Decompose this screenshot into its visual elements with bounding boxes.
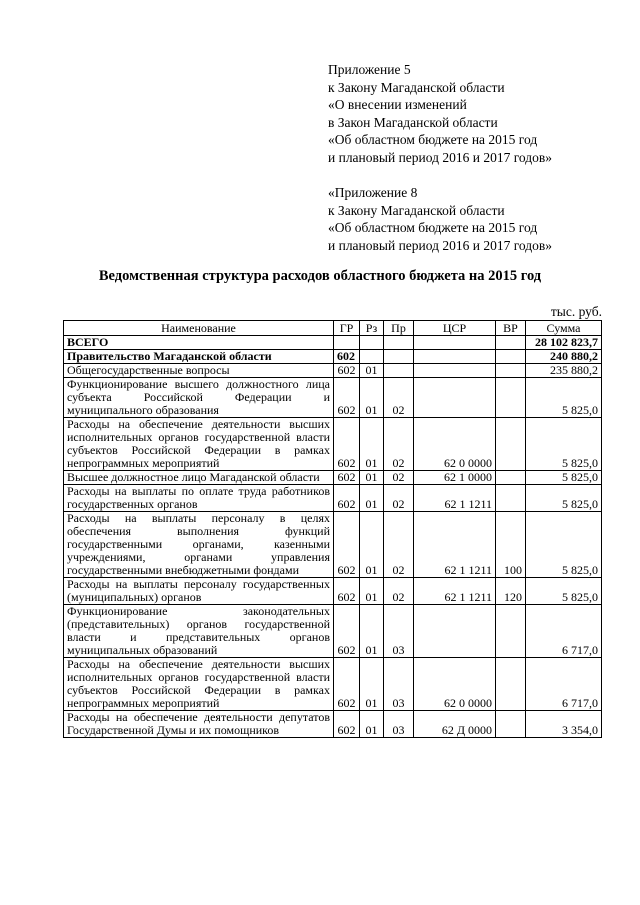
row-csr (414, 378, 496, 418)
budget-table (63, 320, 602, 738)
col-header-vr: ВР (496, 321, 526, 336)
row-gr: 602 (334, 605, 360, 658)
row-csr: 62 1 1211 (414, 485, 496, 512)
row-gr: 602 (334, 485, 360, 512)
table-row-total (64, 336, 602, 350)
row-name: Расходы на выплаты по оплате труда работников государственных органов (64, 485, 334, 512)
row-name: Расходы на обеспечение деятельности высших исполнительных органов государственной власти субъектов Российской Федерации в рамках непрограммных мероприятий (64, 658, 334, 711)
row-name: Расходы на обеспечение деятельности депутатов Государственной Думы и их помощников (64, 711, 334, 738)
row-vr (496, 471, 526, 485)
row-pr: 02 (384, 485, 414, 512)
row-name: Расходы на выплаты персоналу в целях обеспечения выполнения функций государственными органами, казенными учреждениями, органами управления государственными внебюджетными фондами (64, 512, 334, 578)
appendix-5-line: в Закон Магаданской области (328, 114, 498, 130)
row-pr: 03 (384, 658, 414, 711)
row-rz: 01 (360, 485, 384, 512)
table-row (64, 471, 602, 485)
row-gr: 602 (334, 471, 360, 485)
row-gr: 602 (334, 350, 360, 364)
row-sum: 5 825,0 (526, 512, 602, 578)
row-rz: 01 (360, 418, 384, 471)
row-rz: 01 (360, 658, 384, 711)
row-rz: 01 (360, 378, 384, 418)
col-header-sum: Сумма (526, 321, 602, 336)
table-row (64, 485, 602, 512)
row-pr (384, 350, 414, 364)
row-pr (384, 364, 414, 378)
row-vr: 120 (496, 578, 526, 605)
row-rz: 01 (360, 711, 384, 738)
appendix-8-line: к Закону Магаданской области (328, 202, 505, 218)
row-csr: 62 Д 0000 (414, 711, 496, 738)
appendix-5-line: «Об областном бюджете на 2015 год (328, 132, 538, 147)
row-csr: 62 1 1211 (414, 578, 496, 605)
row-sum: 28 102 823,7 (526, 336, 602, 350)
row-csr: 62 0 0000 (414, 658, 496, 711)
appendix-5-line: и плановый период 2016 и 2017 годов» (328, 149, 553, 165)
row-name: Функционирование высшего должностного лица субъекта Российской Федерации и муниципального образования (64, 378, 334, 418)
row-name: Высшее должностное лицо Магаданской области (64, 471, 334, 485)
row-name: Расходы на обеспечение деятельности высших исполнительных органов государственной власти субъектов Российской Федерации в рамках непрограммных мероприятий (64, 418, 334, 471)
row-name: Правительство Магаданской области (64, 350, 334, 364)
table-row (64, 418, 602, 471)
table-row (64, 378, 602, 418)
table-row (64, 350, 602, 364)
row-rz: 01 (360, 512, 384, 578)
row-sum: 5 825,0 (526, 578, 602, 605)
row-vr (496, 336, 526, 350)
row-vr (496, 605, 526, 658)
col-header-rz: Рз (360, 321, 384, 336)
row-rz: 01 (360, 605, 384, 658)
row-rz: 01 (360, 364, 384, 378)
row-sum: 5 825,0 (526, 485, 602, 512)
appendix-8-line: и плановый период 2016 и 2017 годов» (328, 237, 553, 253)
row-gr: 602 (334, 364, 360, 378)
appendix-8-line: «Приложение 8 (328, 185, 418, 200)
row-sum: 5 825,0 (526, 471, 602, 485)
row-vr: 100 (496, 512, 526, 578)
row-gr: 602 (334, 711, 360, 738)
row-vr (496, 485, 526, 512)
table-row (64, 512, 602, 578)
row-gr: 602 (334, 512, 360, 578)
row-csr (414, 350, 496, 364)
row-name: Общегосударственные вопросы (64, 364, 334, 378)
table-row (64, 658, 602, 711)
row-pr: 03 (384, 605, 414, 658)
row-pr: 02 (384, 471, 414, 485)
row-sum: 235 880,2 (526, 364, 602, 378)
row-name: ВСЕГО (64, 336, 334, 350)
row-rz (360, 350, 384, 364)
table-row (64, 578, 602, 605)
appendix-5-line: «О внесении изменений (328, 97, 467, 112)
row-sum: 5 825,0 (526, 378, 602, 418)
col-header-pr: Пр (384, 321, 414, 336)
row-pr: 02 (384, 578, 414, 605)
table-header-row (64, 321, 602, 336)
table-row (64, 711, 602, 738)
row-vr (496, 711, 526, 738)
row-name: Расходы на выплаты персоналу государственных (муниципальных) органов (64, 578, 334, 605)
appendix-5-header (328, 61, 552, 166)
row-vr (496, 364, 526, 378)
row-rz (360, 336, 384, 350)
row-gr (334, 336, 360, 350)
col-header-csr: ЦСР (414, 321, 496, 336)
appendix-5-line: Приложение 5 (328, 62, 411, 77)
appendix-5-line: к Закону Магаданской области (328, 79, 505, 95)
row-gr: 602 (334, 378, 360, 418)
row-gr: 602 (334, 658, 360, 711)
row-sum: 240 880,2 (526, 350, 602, 364)
row-sum: 6 717,0 (526, 605, 602, 658)
row-vr (496, 350, 526, 364)
appendix-8-line: «Об областном бюджете на 2015 год (328, 220, 538, 235)
row-rz: 01 (360, 578, 384, 605)
row-sum: 6 717,0 (526, 658, 602, 711)
row-sum: 5 825,0 (526, 418, 602, 471)
row-rz: 01 (360, 471, 384, 485)
appendix-8-header (328, 184, 552, 254)
row-csr (414, 336, 496, 350)
row-csr (414, 364, 496, 378)
row-csr: 62 1 0000 (414, 471, 496, 485)
row-csr: 62 0 0000 (414, 418, 496, 471)
row-pr: 02 (384, 378, 414, 418)
row-csr: 62 1 1211 (414, 512, 496, 578)
row-vr (496, 378, 526, 418)
units-label: тыс. руб. (550, 304, 602, 319)
row-gr: 602 (334, 578, 360, 605)
col-header-name: Наименование (64, 321, 334, 336)
table-row (64, 364, 602, 378)
row-gr: 602 (334, 418, 360, 471)
row-pr: 02 (384, 418, 414, 471)
row-pr: 03 (384, 711, 414, 738)
table-row (64, 605, 602, 658)
row-name: Функционирование законодательных (представительных) органов государственной власти и представительных органов муниципальных образований (64, 605, 334, 658)
row-pr (384, 336, 414, 350)
col-header-gr: ГР (334, 321, 360, 336)
row-csr (414, 605, 496, 658)
document-title: Ведомственная структура расходов областного бюджета на 2015 год (98, 268, 542, 284)
row-vr (496, 658, 526, 711)
row-sum: 3 354,0 (526, 711, 602, 738)
row-vr (496, 418, 526, 471)
row-pr: 02 (384, 512, 414, 578)
